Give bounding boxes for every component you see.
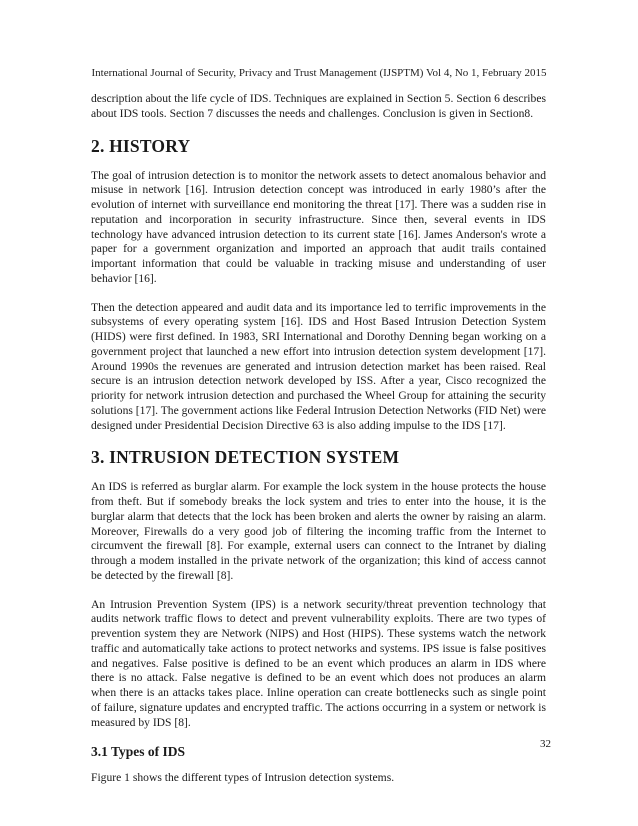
paragraph-gap <box>91 584 546 598</box>
types-paragraph: Figure 1 shows the different types of Intrusion detection systems. <box>91 771 395 785</box>
section-heading-history: 2. HISTORY <box>91 135 191 156</box>
history-paragraph-1: The goal of intrusion detection is to monitor the network assets to detect anomalous behavior and misuse in network [16]. Intrusion detection concept was introduced in early 1980’s after the evolution of internet with surveillance end monitoring the threat [17]. There was a sudden rise in reputation and incorporation in security infrastructure. Since then, several events in IDS technology have advanced intrusion detection to its current state [16]. James Anderson's wrote a paper for a government organization and imported an approach that audit trails contained important information that could be valuable in tracking misuse and understanding of user behavior [16]. <box>91 168 546 285</box>
ids-paragraph-2: An Intrusion Prevention System (IPS) is a network security/threat prevention technology that audits network traffic flows to detect and prevent vulnerability exploits. There are two types of prevention system they are Network (NIPS) and Host (HIPS). These systems watch the network traffic and automatically take actions to protect networks and systems. IPS issue is false positives and negatives. False positive is defined to be an event which produces an alarm in IDS where there is no attack. False negative is defined to be an event which does not produces an alarm when there is an attacks takes place. Inline operation can create bottlenecks such as single point of failure, signature updates and encrypted traffic. The actions occurring in a system or network is measured by IDS [8]. <box>91 597 546 729</box>
paragraph-gap <box>91 287 546 301</box>
subsection-heading-types: 3.1 Types of IDS <box>91 744 186 760</box>
history-paragraph-2: Then the detection appeared and audit data and its importance led to terrific improvements in the subsystems of every operating system [16]. IDS and Host Based Intrusion Detection System (HIDS) were first defined. In 1983, SRI International and Dorothy Denning began working on a government project that launched a new effort into intrusion detection system development [17]. Around 1990s the revenues are generated and intrusion detection market has been raised. Real secure is an intrusion detection network developed by ISS. After a year, Cisco recognized the priority for network intrusion detection and purchased the Wheel Group for attaining the security solutions [17]. The government actions like Federal Intrusion Detection Networks (FID Net) were designed under Presidential Decision Directive 63 is also adding impulse to the IDS [17]. <box>91 300 546 432</box>
intro-paragraph: description about the life cycle of IDS. Techniques are explained in Section 5. Section 6 describes about IDS tools. Section 7 discusses the needs and challenges. Conclusion is given in Section8. <box>91 92 546 120</box>
running-head: International Journal of Security, Privacy and Trust Management (IJSPTM) Vol 4, No 1, February 2015 <box>91 67 547 79</box>
page-number: 32 <box>540 738 551 750</box>
section-heading-ids: 3. INTRUSION DETECTION SYSTEM <box>91 447 400 468</box>
ids-paragraph-1: An IDS is referred as burglar alarm. For example the lock system in the house protects the house from theft. But if somebody breaks the lock system and tries to enter into the house, it is the burglar alarm that detects that the lock has been broken and alerts the owner by raising an alarm. Moreover, Firewalls do a very good job of filtering the incoming traffic from the Internet to circumvent the firewall [8]. For example, external users can connect to the Intranet by dialing through a modem installed in the private network of the organization; this kind of access cannot be detected by the firewall [8]. <box>91 480 546 582</box>
page-body <box>91 92 546 786</box>
